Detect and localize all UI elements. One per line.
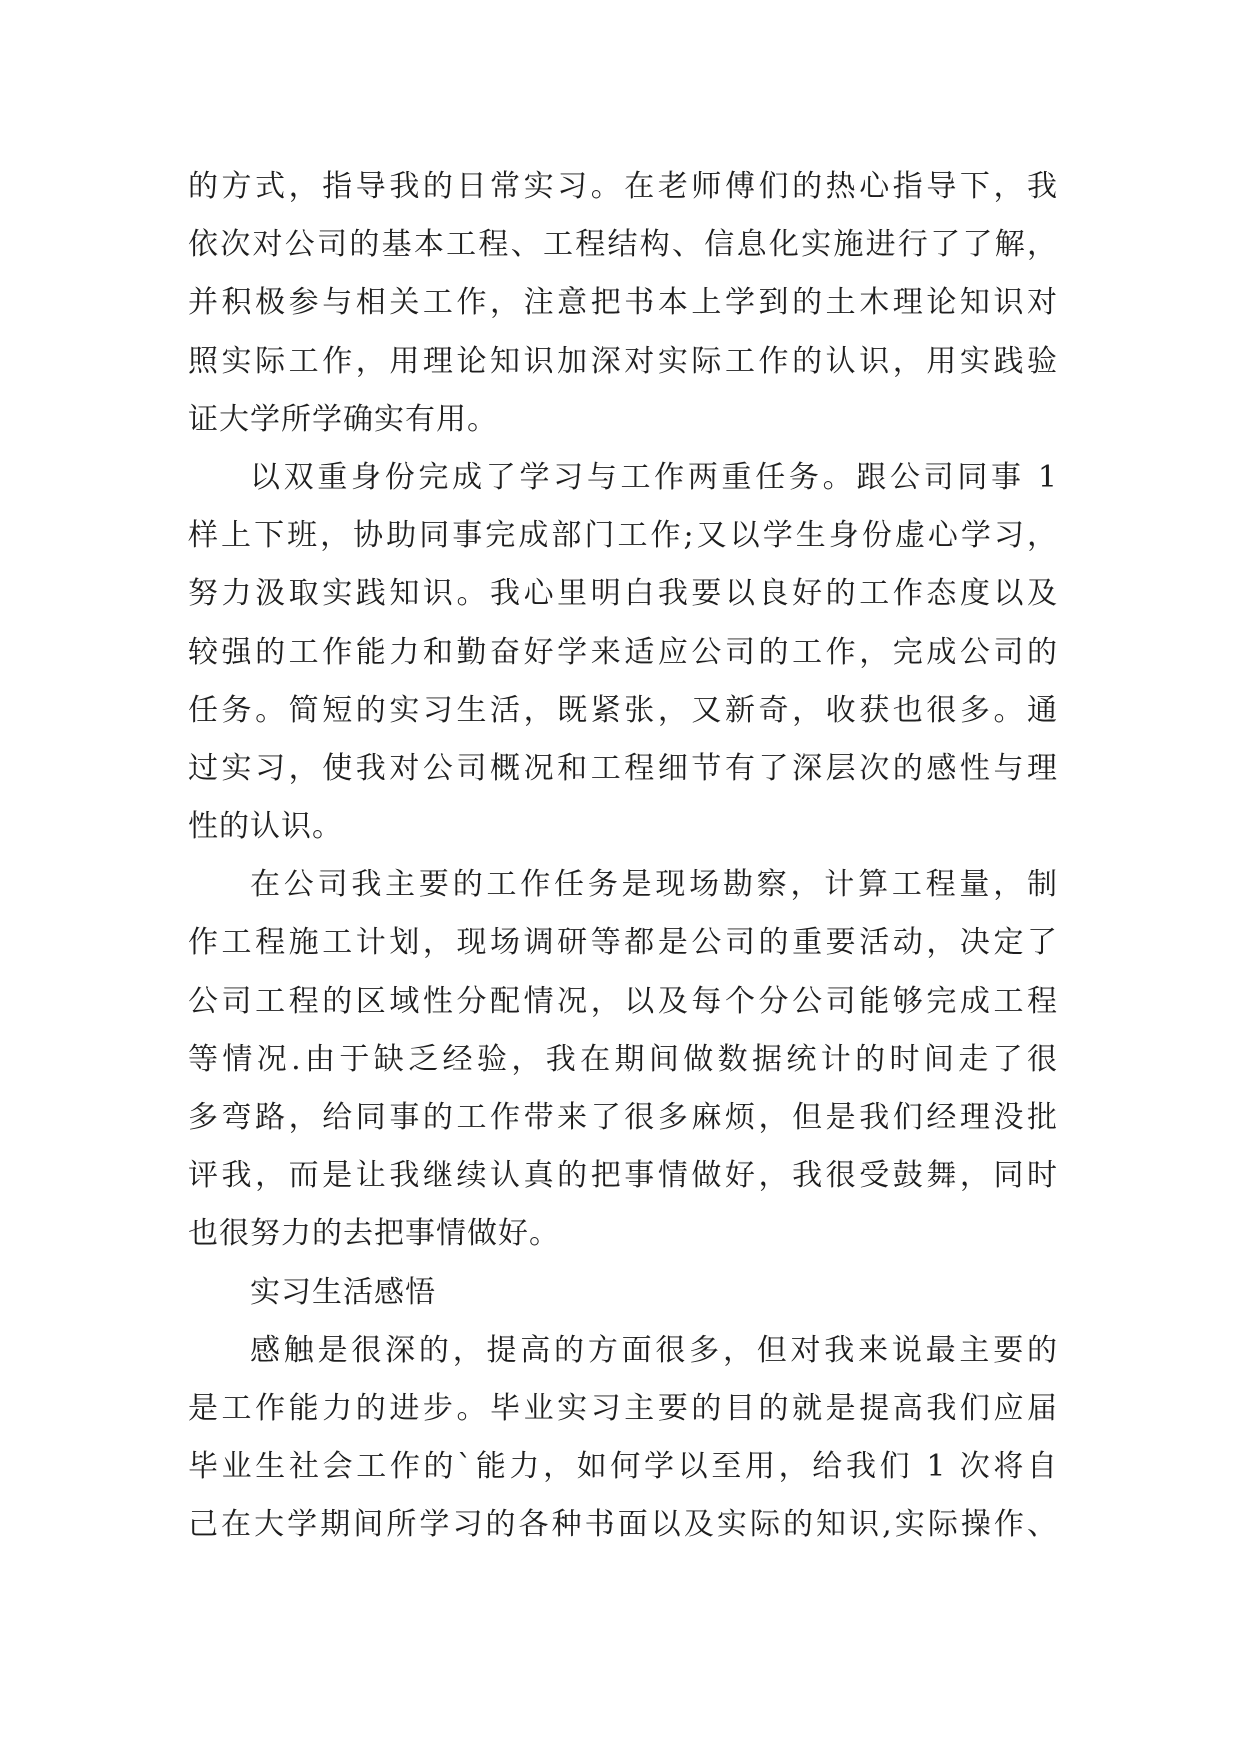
text-line: 评我，而是让我继续认真的把事情做好，我很受鼓舞，同时 xyxy=(188,1158,1058,1194)
text-line: 毕业生社会工作的`能力，如何学以至用，给我们 1 次将自 xyxy=(188,1449,1058,1485)
text-line: 努力汲取实践知识。我心里明白我要以良好的工作态度以及 xyxy=(188,576,1058,612)
text-line: 样上下班，协助同事完成部门工作;又以学生身份虚心学习， xyxy=(188,518,1058,554)
text-line: 较强的工作能力和勤奋好学来适应公司的工作，完成公司的 xyxy=(188,634,1058,670)
section-heading: 实习生活感悟 xyxy=(250,1274,436,1310)
text-line: 依次对公司的基本工程、工程结构、信息化实施进行了了解， xyxy=(188,227,1058,263)
text-line: 过实习，使我对公司概况和工程细节有了深层次的感性与理 xyxy=(188,750,1058,786)
text-line: 以双重身份完成了学习与工作两重任务。跟公司同事 1 xyxy=(250,459,1058,495)
text-line: 公司工程的区域性分配情况，以及每个分公司能够完成工程 xyxy=(188,983,1058,1019)
text-line: 作工程施工计划，现场调研等都是公司的重要活动，决定了 xyxy=(188,925,1058,961)
text-line: 任务。简短的实习生活，既紧张，又新奇，收获也很多。通 xyxy=(188,692,1058,728)
text-line: 在公司我主要的工作任务是现场勘察，计算工程量，制 xyxy=(250,867,1058,903)
text-line: 等情况.由于缺乏经验，我在期间做数据统计的时间走了很 xyxy=(188,1041,1058,1077)
text-line: 多弯路，给同事的工作带来了很多麻烦，但是我们经理没批 xyxy=(188,1100,1058,1135)
text-line: 感触是很深的，提高的方面很多，但对我来说最主要的 xyxy=(250,1332,1058,1368)
text-line: 的方式，指导我的日常实习。在老师傅们的热心指导下，我 xyxy=(188,169,1058,204)
text-line: 照实际工作，用理论知识加深对实际工作的认识，用实践验 xyxy=(188,343,1058,379)
text-line: 也很努力的去把事情做好。 xyxy=(188,1216,560,1252)
text-line: 己在大学期间所学习的各种书面以及实际的知识,实际操作、 xyxy=(188,1507,1058,1543)
body-text xyxy=(188,158,1058,1555)
text-line: 性的认识。 xyxy=(188,809,343,845)
text-line: 是工作能力的进步。毕业实习主要的目的就是提高我们应届 xyxy=(188,1390,1058,1426)
text-line: 并积极参与相关工作，注意把书本上学到的土木理论知识对 xyxy=(188,285,1058,321)
text-line: 证大学所学确实有用。 xyxy=(188,401,498,437)
